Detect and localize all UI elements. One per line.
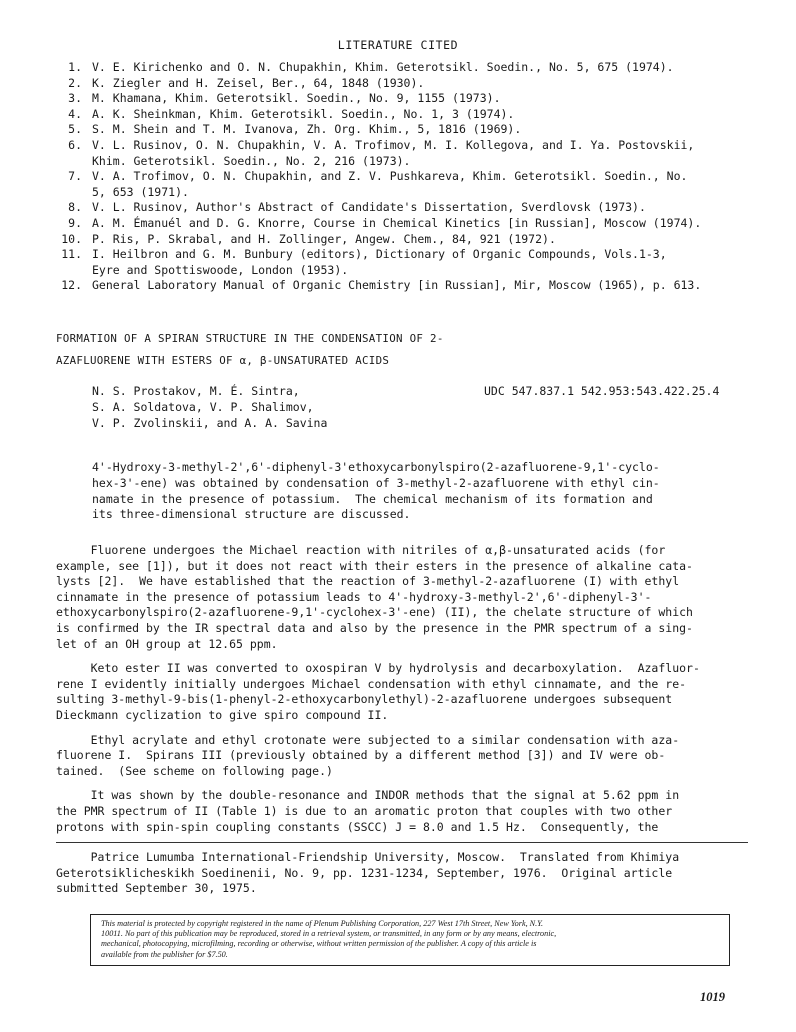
reference-text: A. K. Sheinkman, Khim. Geterotsikl. Soedin., No. 1, 3 (1974). bbox=[92, 106, 515, 121]
reference-number: 2. bbox=[68, 75, 82, 90]
reference-text: I. Heilbron and G. M. Bunbury (editors), Dictionary of Organic Compounds, Vols.1-3, bbox=[92, 247, 667, 262]
article-title-line-1: FORMATION OF A SPIRAN STRUCTURE IN THE CONDENSATION OF 2- bbox=[56, 332, 444, 345]
reference-number: 9. bbox=[68, 215, 82, 230]
reference-text: P. Ris, P. Skrabal, and H. Zollinger, Angew. Chem., 84, 921 (1972). bbox=[92, 231, 556, 246]
copyright-line: available from the publisher for $7.50. bbox=[101, 949, 228, 959]
reference-item bbox=[56, 60, 756, 76]
reference-item bbox=[56, 232, 756, 248]
body-paragraph bbox=[56, 543, 746, 652]
footnote-line: submitted September 30, 1975. bbox=[56, 881, 257, 896]
copyright-line: 10011. No part of this publication may be reproduced, stored in a retrieval system, or transmitted, in any form or by any means, electronic, bbox=[101, 929, 557, 939]
reference-text: General Laboratory Manual of Organic Chemistry [in Russian], Mir, Moscow (1965), p. 613. bbox=[92, 278, 702, 293]
body-line: protons with spin-spin coupling constants (SSCC) J = 8.0 and 1.5 Hz. Consequently, the bbox=[56, 819, 659, 834]
author-line: S. A. Soldatova, V. P. Shalimov, bbox=[92, 399, 314, 414]
abstract-line: namate in the presence of potassium. The chemical mechanism of its formation and bbox=[92, 491, 653, 506]
body-line: It was shown by the double-resonance and INDOR methods that the signal at 5.62 ppm in bbox=[56, 788, 680, 803]
body-line: Ethyl acrylate and ethyl crotonate were subjected to a similar condensation with aza- bbox=[56, 732, 680, 747]
udc-code: UDC 547.837.1 542.953:543.422.25.4 bbox=[484, 384, 720, 398]
body-line: tained. (See scheme on following page.) bbox=[56, 763, 333, 778]
reference-text-continued: Eyre and Spottiswoode, London (1953). bbox=[92, 262, 349, 277]
reference-item bbox=[56, 91, 756, 107]
body-line: Fluorene undergoes the Michael reaction with nitriles of α,β-unsaturated acids (for bbox=[56, 543, 666, 557]
reference-number: 4. bbox=[68, 106, 82, 121]
reference-text: V. A. Trofimov, O. N. Chupakhin, and Z. V. Pushkareva, Khim. Geterotsikl. Soedin., No. bbox=[92, 169, 688, 184]
reference-item bbox=[56, 138, 756, 169]
reference-list bbox=[56, 60, 756, 294]
body-line: Dieckmann cyclization to give spiro compound II. bbox=[56, 707, 389, 722]
reference-text-continued: Khim. Geterotsikl. Soedin., No. 2, 216 (1973). bbox=[92, 153, 411, 168]
body-paragraph bbox=[56, 788, 746, 835]
reference-item bbox=[56, 107, 756, 123]
reference-text: V. E. Kirichenko and O. N. Chupakhin, Khim. Geterotsikl. Soedin., No. 5, 675 (1974). bbox=[92, 60, 674, 74]
article-body bbox=[56, 543, 746, 844]
copyright-line: This material is protected by copyright registered in the name of Plenum Publishing Corporation, 227 West 17th Street, New York, N.Y. bbox=[101, 919, 544, 928]
reference-item bbox=[56, 76, 756, 92]
body-paragraph bbox=[56, 733, 746, 780]
author-line: V. P. Zvolinskii, and A. A. Savina bbox=[92, 415, 328, 430]
footnote-line: Patrice Lumumba International-Friendship University, Moscow. Translated from Khimiya bbox=[56, 850, 680, 864]
reference-number: 5. bbox=[68, 122, 82, 137]
body-line: let of an OH group at 12.65 ppm. bbox=[56, 636, 278, 651]
author-list bbox=[92, 384, 327, 431]
body-line: cinnamate in the presence of potassium leads to 4'-hydroxy-3-methyl-2',6'-diphenyl-3'- bbox=[56, 589, 652, 604]
reference-item bbox=[56, 278, 756, 294]
body-line: Keto ester II was converted to oxospiran V by hydrolysis and decarboxylation. Azafluor- bbox=[56, 661, 700, 676]
body-line: rene I evidently initially undergoes Michael condensation with ethyl cinnamate, and the re- bbox=[56, 676, 687, 691]
reference-item bbox=[56, 216, 756, 232]
reference-number: 12. bbox=[61, 278, 82, 293]
body-line: the PMR spectrum of II (Table 1) is due to an aromatic proton that couples with two other bbox=[56, 803, 673, 818]
reference-number: 11. bbox=[61, 247, 82, 262]
reference-number: 7. bbox=[68, 169, 82, 184]
reference-item bbox=[56, 122, 756, 138]
abstract-line: hex-3'-ene) was obtained by condensation of 3-methyl-2-azafluorene with ethyl cin- bbox=[92, 475, 660, 490]
article-title-line-2: AZAFLUORENE WITH ESTERS OF α, β-UNSATURATED ACIDS bbox=[56, 354, 390, 367]
body-line: sulting 3-methyl-9-bis(1-phenyl-2-ethoxycarbonylethyl)-2-azafluorene undergoes subsequent bbox=[56, 692, 673, 707]
reference-text: K. Ziegler and H. Zeisel, Ber., 64, 1848 (1930). bbox=[92, 75, 425, 90]
footnote-divider bbox=[56, 842, 748, 843]
reference-text-continued: 5, 653 (1971). bbox=[92, 184, 189, 199]
reference-number: 6. bbox=[68, 137, 82, 152]
abstract-line: its three-dimensional structure are discussed. bbox=[92, 507, 411, 522]
literature-cited-heading: LITERATURE CITED bbox=[337, 38, 459, 52]
reference-text: V. L. Rusinov, Author's Abstract of Candidate's Dissertation, Sverdlovsk (1973). bbox=[92, 200, 646, 215]
reference-item bbox=[56, 169, 756, 200]
copyright-line: mechanical, photocopying, microfilming, recording or otherwise, without written permission of the publisher. A copy of this article is bbox=[101, 939, 537, 949]
reference-text: A. M. Émanuél and D. G. Knorre, Course in Chemical Kinetics [in Russian], Moscow (1974). bbox=[92, 215, 702, 230]
reference-number: 10. bbox=[61, 231, 82, 246]
author-line: N. S. Prostakov, M. É. Sintra, bbox=[92, 384, 300, 398]
body-line: lysts [2]. We have established that the reaction of 3-methyl-2-azafluorene (I) with ethyl bbox=[56, 574, 680, 589]
reference-item bbox=[56, 200, 756, 216]
footnote-line: Geterotsiklicheskikh Soedinenii, No. 9, pp. 1231-1234, September, 1976. Original article bbox=[56, 865, 673, 880]
reference-text: M. Khamana, Khim. Geterotsikl. Soedin., No. 9, 1155 (1973). bbox=[92, 91, 501, 106]
reference-text: S. M. Shein and T. M. Ivanova, Zh. Org. Khim., 5, 1816 (1969). bbox=[92, 122, 522, 137]
reference-number: 1. bbox=[68, 60, 82, 74]
reference-number: 3. bbox=[68, 91, 82, 106]
reference-text: V. L. Rusinov, O. N. Chupakhin, V. A. Trofimov, M. I. Kollegova, and I. Ya. Postovskii, bbox=[92, 137, 695, 152]
body-line: fluorene I. Spirans III (previously obtained by a different method [3]) and IV were ob- bbox=[56, 748, 666, 763]
body-line: ethoxycarbonylspiro(2-azafluorene-9,1'-cyclohex-3'-ene) (II), the chelate structure of which bbox=[56, 605, 693, 620]
copyright-notice-box bbox=[90, 914, 730, 966]
abstract-line: 4'-Hydroxy-3-methyl-2',6'-diphenyl-3'ethoxycarbonylspiro(2-azafluorene-9,1'-cyclo- bbox=[92, 460, 660, 474]
affiliation-footnote bbox=[56, 850, 679, 897]
body-line: is confirmed by the IR spectral data and also by the presence in the PMR spectrum of a sing- bbox=[56, 620, 693, 635]
reference-item bbox=[56, 247, 756, 278]
reference-number: 8. bbox=[68, 200, 82, 215]
abstract bbox=[92, 460, 712, 523]
page-number: 1019 bbox=[700, 990, 725, 1004]
body-line: example, see [1]), but it does not react with their esters in the presence of alkaline cata- bbox=[56, 558, 693, 573]
body-paragraph bbox=[56, 661, 746, 723]
